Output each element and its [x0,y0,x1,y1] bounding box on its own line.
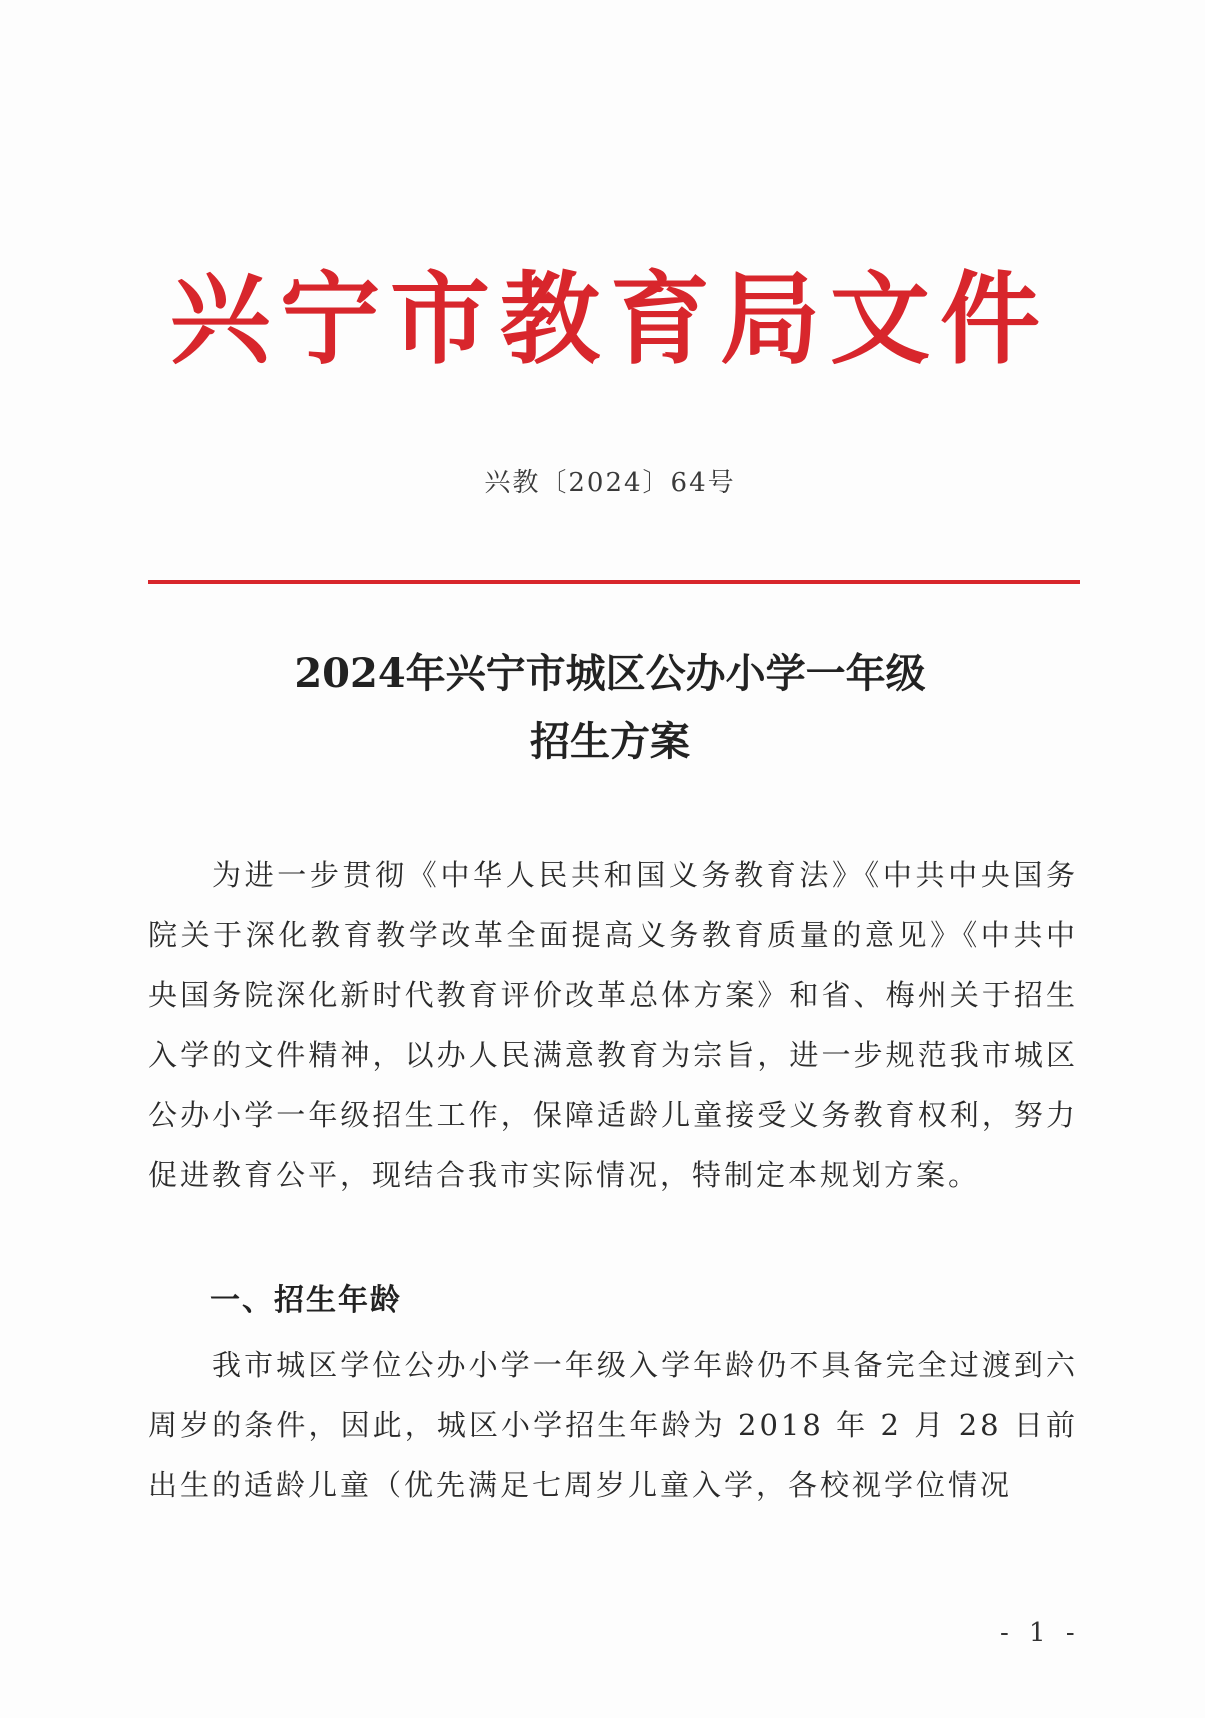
section-age-paragraph: 我市城区学位公办小学一年级入学年龄仍不具备完全过渡到六周岁的条件，因此，城区小学招生年龄为 2018 年 2 月 28 日前出生的适龄儿童（优先满足七周岁儿童入学，各校视学位情况 [148,1348,1078,1502]
document-number: 兴教〔2024〕64号 [484,468,736,498]
title-line-1: 2024年兴宁市城区公办小学一年级 [294,650,926,697]
section-heading-age: 一、招生年龄 [210,1283,402,1318]
intro-paragraph: 为进一步贯彻《中华人民共和国义务教育法》《中共中央国务院关于深化教育教学改革全面提高义务教育质量的意见》《中共中央国务院深化新时代教育评价改革总体方案》和省、梅州关于招生入学的文件精神，以办人民满意教育为宗旨，进一步规范我市城区公办小学一年级招生工作，保障适龄儿童接受义务教育权利，努力促进教育公平，现结合我市实际情况，特制定本规划方案。 [148,858,1078,1192]
page-number: - 1 - [1000,1618,1081,1648]
title-line-2: 招生方案 [530,718,690,765]
masthead-title: 兴宁市教育局文件 [170,261,1050,378]
red-divider [148,580,1080,584]
document-title [150,640,1070,776]
